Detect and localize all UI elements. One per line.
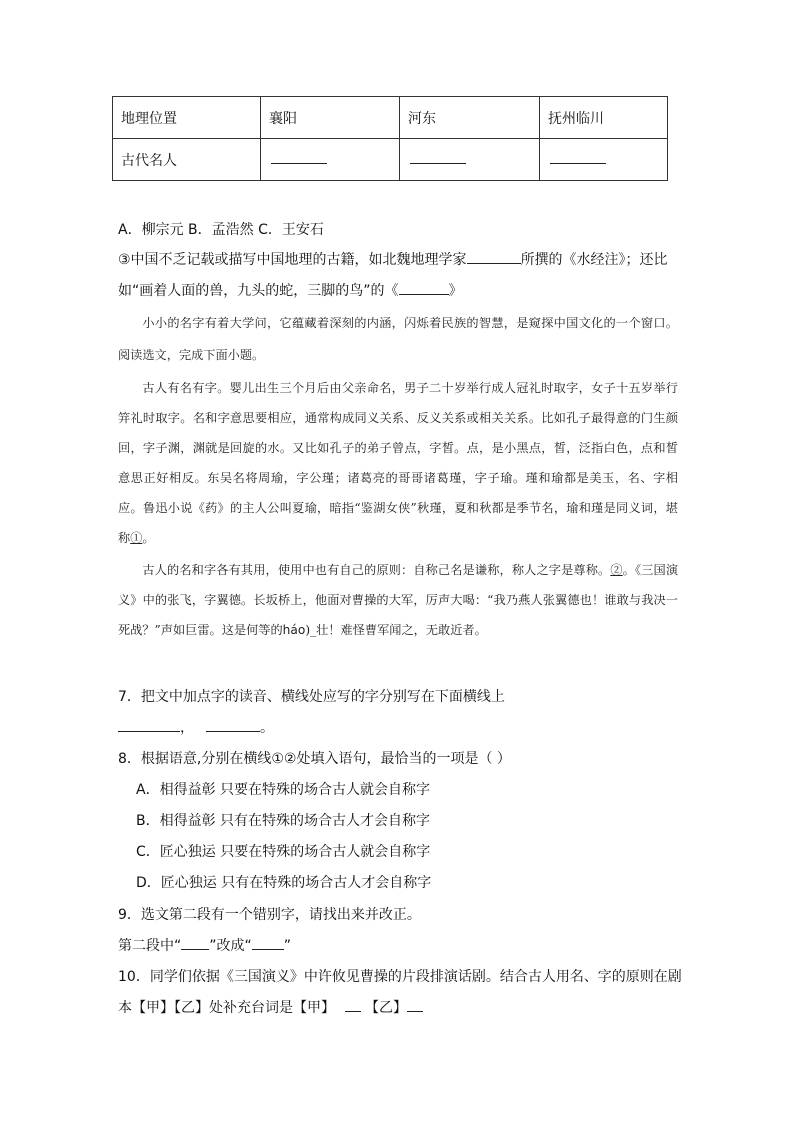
answer-blank[interactable] — [252, 937, 284, 950]
table-row — [113, 139, 668, 181]
answer-blank[interactable] — [550, 153, 606, 164]
table-cell: 襄阳 — [261, 97, 400, 139]
answer-blank[interactable] — [407, 999, 423, 1012]
answer-blank-cell[interactable] — [400, 139, 540, 181]
table-header-row — [113, 97, 668, 139]
option-d[interactable]: D．匠心独运 只有在特殊的场合古人才会自称字 — [136, 875, 432, 891]
q9-text: ” — [283, 938, 292, 954]
q3-text: ③中国不乏记载或描写中国地理的古籍，如北魏地理学家 — [118, 252, 467, 268]
paragraph-text: 古人有名有字。婴儿出生三个月后由父亲命名，男子二十岁举行成人冠礼时取字，女子十五岁举行笄礼时取字。名和字意思要相应，通常构成同义关系、反义关系或相关关系。比如孔子最得意的门生颜回，字子渊，渊就是回旋的水。又比如孔子的弟子曾点，字皙。点，是小黑点，皙，泛指白色，点和皙意思正好相反。东吴名将周瑜，字公瑾；诸葛亮的哥哥诸葛瑾，字子瑜。瑾和瑜都是美玉，名、字相应。鲁迅小说《药》的主人公叫夏瑜，暗指“鉴湖女侠”秋瑾，夏和秋都是季节名，瑜和瑾是同义词，堪称 — [118, 381, 678, 545]
q10-line-2 — [118, 998, 423, 1018]
table-cell: 古代名人 — [113, 139, 261, 181]
table-cell: 地理位置 — [113, 97, 261, 139]
table-cell: 抚州临川 — [540, 97, 668, 139]
pinyin: háo — [282, 623, 306, 637]
paragraph-text: 。 — [142, 531, 155, 545]
passage-intro: 小小的名字有着大学问，它蕴藏着深刻的内涵，闪烁着民族的智慧，是窥探中国文化的一个窗口。阅读选文，完成下面小题。 — [118, 316, 678, 362]
question-10: 10．同学们依据《三国演义》中许攸见曹操的片段排演话剧。结合古人用名、字的原则在剧 — [118, 969, 682, 985]
blank-marker-1: ① — [130, 531, 143, 545]
reading-passage — [118, 307, 678, 645]
q3-text: 》 — [448, 283, 463, 299]
paragraph-text: 古人的名和字各有其用，使用中也有自己的原则：自称己名是谦称，称人之字是尊称。 — [142, 563, 611, 577]
q10-text: 本【甲】【乙】处补充台词是【甲】 — [118, 1000, 335, 1016]
question-8: 8．根据语意,分别在横线①②处填入语句，最恰当的一项是（ ） — [118, 751, 511, 767]
question-9: 9．选文第二段有一个错别字，请找出来并改正。 — [118, 907, 421, 923]
answer-blank-cell[interactable] — [540, 139, 668, 181]
choice-options: A．柳宗元 B．孟浩然 C．王安石 — [118, 222, 324, 238]
answer-blank[interactable] — [181, 937, 209, 950]
blank-marker-2: ② — [610, 563, 623, 577]
q3-line-2 — [118, 281, 463, 301]
answer-blank[interactable] — [345, 999, 361, 1012]
option-b[interactable]: B．相得益彰 只有在特殊的场合古人才会自称字 — [136, 813, 431, 829]
answer-blank[interactable] — [467, 251, 521, 264]
passage-paragraph-2 — [118, 555, 678, 645]
question-7: 7．把文中加点字的读音、横线处应写的字分别写在下面横线上 — [118, 689, 505, 705]
separator: 。 — [260, 720, 274, 736]
passage-paragraph-1 — [118, 373, 678, 553]
table-cell: 河东 — [400, 97, 540, 139]
answer-blank[interactable] — [410, 153, 466, 164]
option-c[interactable]: C．匠心独运 只要在特殊的场合古人就会自称字 — [136, 844, 431, 860]
answer-blank[interactable] — [206, 719, 260, 732]
answer-blank[interactable] — [271, 153, 327, 164]
paragraph-text: 。《三国演义》中的张飞，字翼德。长坂桥上，他面对曹操的大军，厉声大喝：“我乃燕人张翼德也！谁敢与我决一死战？”声如巨雷。这是何等的 — [118, 563, 679, 637]
paragraph-text: )_壮！难怪曹军闻之，无敢近者。 — [305, 623, 487, 637]
q9-text: ”改成“ — [209, 938, 252, 954]
q3-line-1 — [118, 250, 668, 270]
q9-text: 第二段中“ — [118, 938, 182, 954]
option-a[interactable]: A．相得益彰 只要在特殊的场合古人就会自称字 — [136, 782, 431, 798]
q10-text: 【乙】 — [365, 1000, 407, 1016]
q7-answer-line — [118, 718, 274, 738]
q9-answer-line — [118, 936, 291, 956]
separator: ， — [180, 720, 194, 736]
answer-blank[interactable] — [118, 719, 180, 732]
q3-text: 如“画着人面的兽，九头的蛇，三脚的鸟”的《 — [118, 283, 399, 299]
answer-blank[interactable] — [399, 282, 449, 295]
geography-table — [112, 96, 668, 181]
q3-text: 所撰的《水经注》；还比 — [520, 252, 668, 268]
answer-blank-cell[interactable] — [261, 139, 400, 181]
